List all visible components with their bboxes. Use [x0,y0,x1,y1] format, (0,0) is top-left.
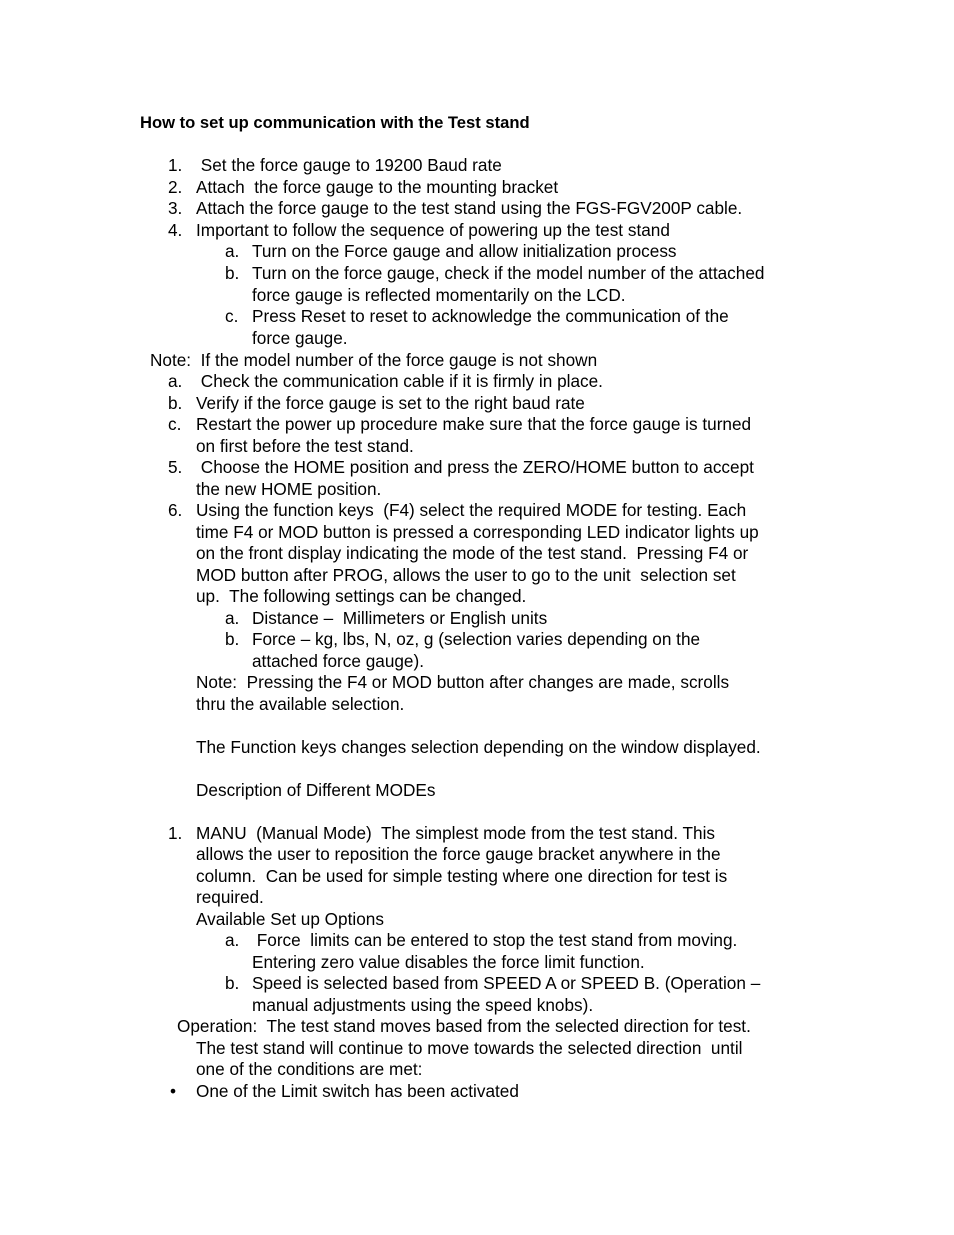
list-marker: c. [168,414,182,434]
list-marker: 1. [168,823,183,843]
sublist-item: Force – kg, lbs, N, oz, g (selection varies depending on the [252,629,701,649]
list-item-continued: MOD button after PROG, allows the user to go to the unit selection set [196,565,736,585]
list-item-continued: up. The following settings can be changed. [196,586,527,606]
sublist-item-continued: force gauge is reflected momentarily on the LCD. [252,285,626,305]
sublist-marker: b. [225,263,240,283]
list-item: Using the function keys (F4) select the required MODE for testing. Each [196,500,747,520]
section-heading: Description of Different MODEs [196,780,436,800]
list-item: MANU (Manual Mode) The simplest mode from the test stand. This [196,823,716,843]
sublist-item: Turn on the force gauge, check if the model number of the attached [252,263,765,283]
sublist-marker: a. [225,241,240,261]
list-marker: 3. [168,198,183,218]
list-item: Attach the force gauge to the test stand using the FGS-FGV200P cable. [196,198,743,218]
bullet-icon: • [170,1081,177,1101]
sublist-marker: a. [225,608,240,628]
sublist-marker: b. [225,629,240,649]
list-item-continued: the new HOME position. [196,479,382,499]
sublist-item: Force limits can be entered to stop the test stand from moving. [252,930,738,950]
list-item: Set the force gauge to 19200 Baud rate [196,155,502,175]
list-item-continued: time F4 or MOD button is pressed a corresponding LED indicator lights up [196,522,759,542]
sublist-item-continued: force gauge. [252,328,348,348]
sublist-marker: c. [225,306,239,326]
note-text-continued: thru the available selection. [196,694,405,714]
list-item-continued: required. [196,887,264,907]
list-item: Choose the HOME position and press the ZERO/HOME button to accept [196,457,754,477]
list-item-continued: allows the user to reposition the force gauge bracket anywhere in the [196,844,721,864]
note-text: Note: Pressing the F4 or MOD button after changes are made, scrolls [196,672,730,692]
list-marker: 2. [168,177,183,197]
sublist-item: Press Reset to reset to acknowledge the communication of the [252,306,729,326]
sublist-item-continued: manual adjustments using the speed knobs). [252,995,594,1015]
list-item: Restart the power up procedure make sure that the force gauge is turned [196,414,752,434]
bullet-item: One of the Limit switch has been activated [196,1081,519,1101]
subheading: Available Set up Options [196,909,384,929]
list-marker: 1. [168,155,183,175]
list-marker: b. [168,393,183,413]
list-marker: 6. [168,500,183,520]
list-marker: 5. [168,457,183,477]
list-item-continued: on the front display indicating the mode of the test stand. Pressing F4 or [196,543,749,563]
list-marker: 4. [168,220,183,240]
operation-text: Operation: The test stand moves based from the selected direction for test. [177,1016,751,1036]
operation-text-continued: one of the conditions are met: [196,1059,423,1079]
sublist-item: Distance – Millimeters or English units [252,608,548,628]
list-item-continued: on first before the test stand. [196,436,414,456]
list-item: Important to follow the sequence of powering up the test stand [196,220,670,240]
operation-text-continued: The test stand will continue to move towards the selected direction until [196,1038,743,1058]
list-item: Verify if the force gauge is set to the right baud rate [196,393,585,413]
sublist-item: Speed is selected based from SPEED A or SPEED B. (Operation – [252,973,761,993]
sublist-item: Turn on the Force gauge and allow initialization process [252,241,677,261]
list-item-continued: column. Can be used for simple testing where one direction for test is [196,866,728,886]
sublist-marker: a. [225,930,240,950]
document-title: How to set up communication with the Test stand [140,113,530,132]
sublist-item-continued: Entering zero value disables the force limit function. [252,952,645,972]
paragraph: The Function keys changes selection depending on the window displayed. [196,737,761,757]
list-marker: a. [168,371,183,391]
sublist-item-continued: attached force gauge). [252,651,424,671]
note-heading: Note: If the model number of the force gauge is not shown [150,350,598,370]
list-item: Check the communication cable if it is firmly in place. [196,371,603,391]
list-item: Attach the force gauge to the mounting bracket [196,177,559,197]
sublist-marker: b. [225,973,240,993]
